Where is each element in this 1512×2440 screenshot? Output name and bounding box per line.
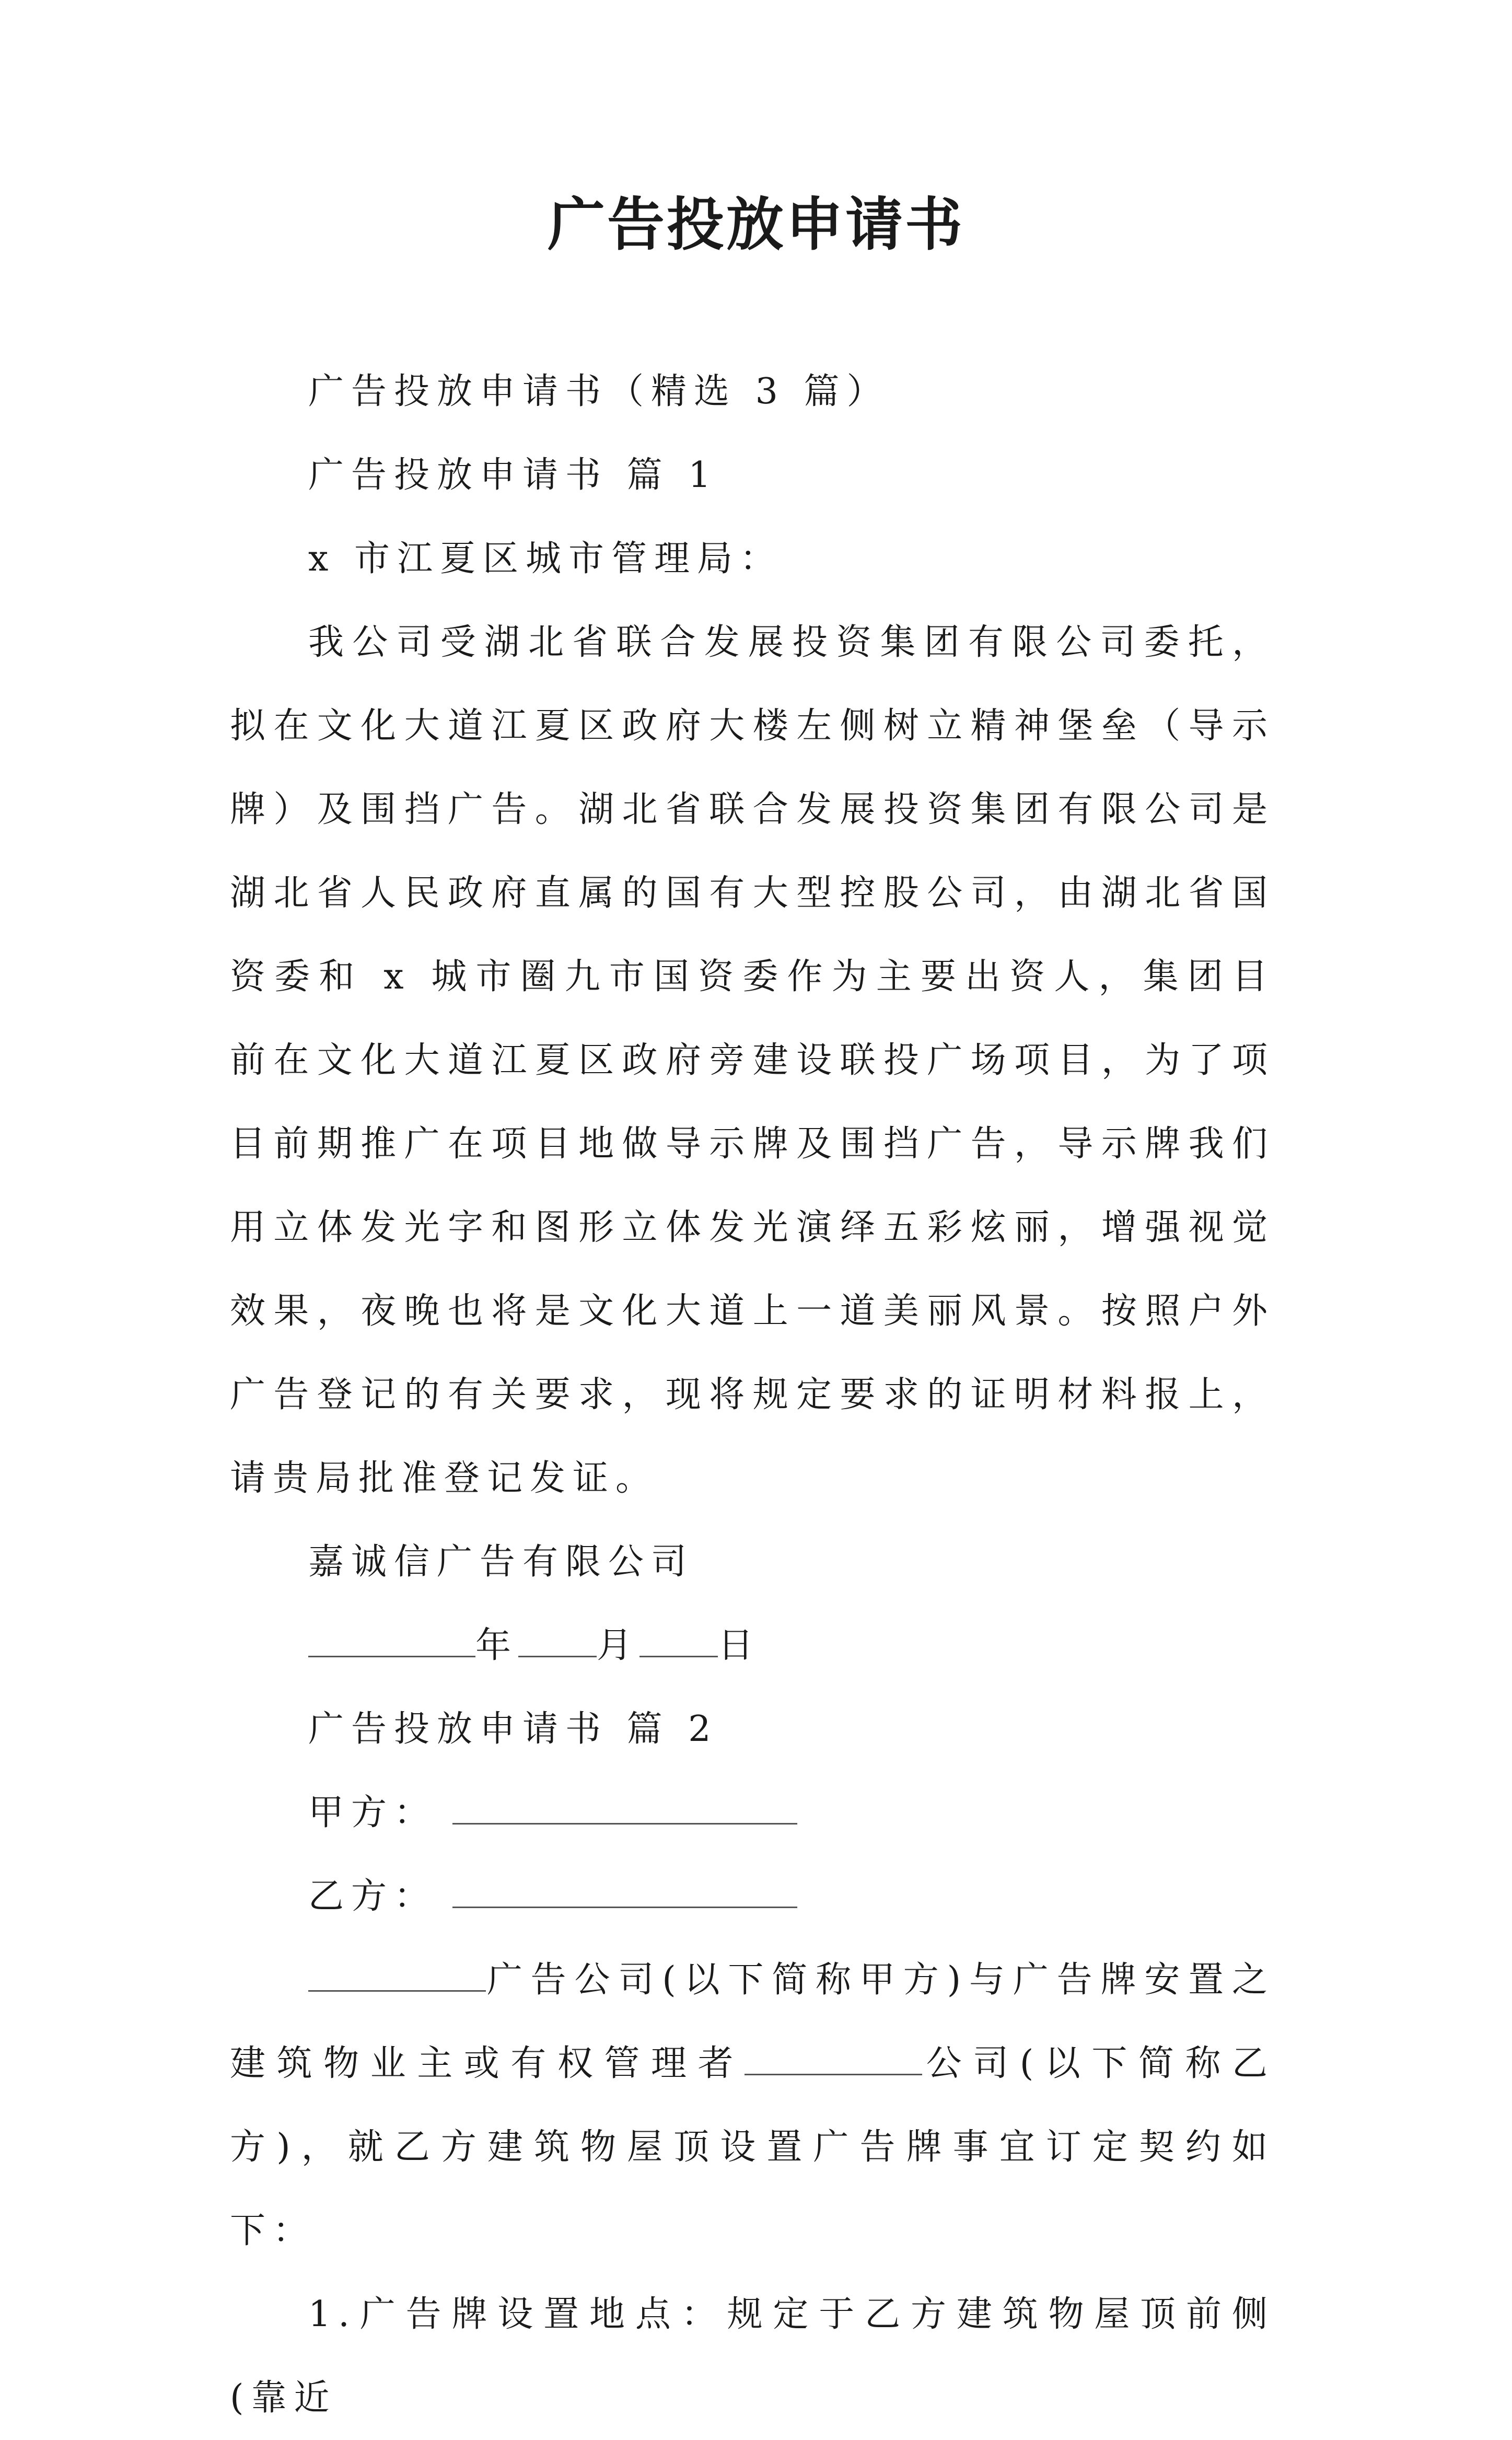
party-a-line [230, 1771, 1275, 1855]
section-1-heading: 广告投放申请书 篇 1 [308, 455, 718, 496]
document-body [230, 350, 1275, 2440]
intro-part-2: 公司(以下简称乙方)，就乙方建筑物屋顶设置广告牌事宜订定契约如下： [230, 2043, 1275, 2251]
clause-1: 1.广告牌设置地点：规定于乙方建筑物屋顶前侧(靠近 [230, 2294, 1275, 2419]
intro-part-1: 广告公司(以下简称甲方)与广告牌安置之建筑物业主或有权管理者 [230, 1959, 1275, 2084]
addressee: x 市江夏区城市管理局： [308, 538, 783, 579]
section-2-heading: 广告投放申请书 篇 2 [308, 1709, 718, 1750]
party-a-label: 甲方： [308, 1792, 437, 1833]
section-2-intro [230, 1938, 1275, 2273]
owner-company-blank [745, 2042, 922, 2075]
date-line [230, 1604, 1275, 1688]
party-a-blank [452, 1792, 797, 1825]
year-label: 年 [475, 1625, 519, 1666]
day-blank [639, 1624, 718, 1657]
party-b-label: 乙方： [308, 1876, 437, 1917]
month-blank [518, 1624, 597, 1657]
month-label: 月 [597, 1625, 640, 1666]
ad-company-blank [308, 1959, 486, 1992]
party-b-blank [452, 1875, 797, 1908]
party-b-line [230, 1855, 1275, 1938]
year-blank [308, 1624, 475, 1657]
document-title: 广告投放申请书 [548, 191, 964, 258]
subtitle: 广告投放申请书（精选 3 篇） [308, 371, 890, 412]
signature-company: 嘉诚信广告有限公司 [308, 1541, 694, 1583]
day-label: 日 [718, 1625, 761, 1666]
section-1-body: 我公司受湖北省联合发展投资集团有限公司委托，拟在文化大道江夏区政府大楼左侧树立精神堡垒（导示牌）及围挡广告。湖北省联合发展投资集团有限公司是湖北省人民政府直属的国有大型控股公司，由湖北省国资委和 x 城市圈九市国资委作为主要出资人，集团目前在文化大道江夏区政府旁建设联投广场项目，为了项目前期推广在项目地做导示牌及围挡广告，导示牌我们用立体发光字和图形立体发光演绎五彩炫丽，增强视觉效果，夜晚也将是文化大道上一道美丽风景。按照户外广告登记的有关要求，现将规定要求的证明材料报上，请贵局批准登记发证。 [230, 622, 1275, 1499]
